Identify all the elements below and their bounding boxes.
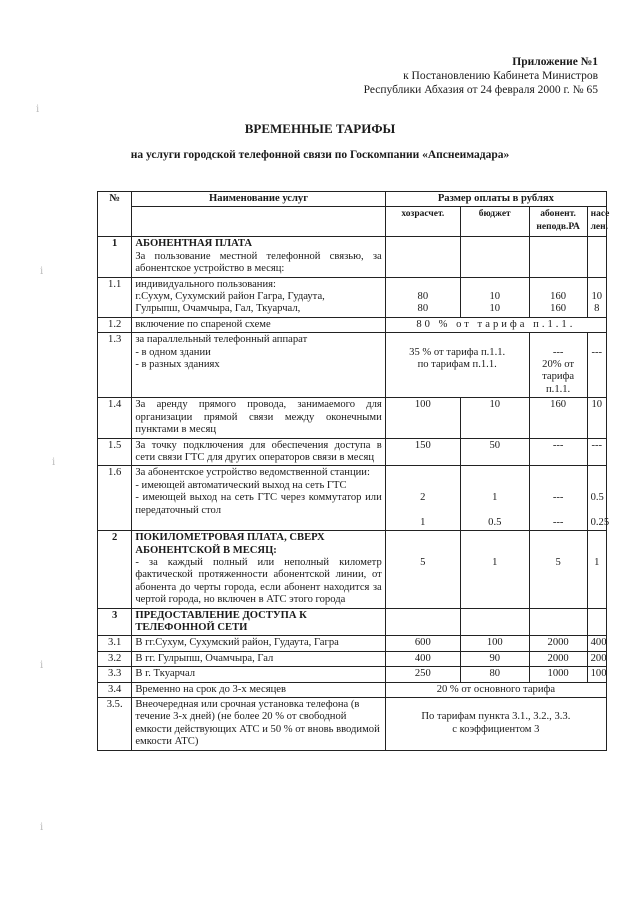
nonresident-value: 160	[529, 398, 587, 438]
empty-cell	[587, 608, 606, 636]
empty-cell	[132, 207, 385, 237]
budget-value: 90	[460, 651, 529, 666]
decree-date: Республики Абхазия от 24 февраля 2000 г. № 65	[363, 84, 598, 96]
row-number: 2	[98, 531, 132, 608]
nonresident-value: ---	[529, 438, 587, 466]
appendix-header	[364, 55, 598, 97]
row-description: ПРЕДОСТАВЛЕНИЕ ДОСТУПА К ТЕЛЕФОННОЙ СЕТИ	[132, 608, 385, 636]
col-budget-header: бюджет	[460, 207, 529, 237]
row-number: 1.1	[98, 277, 132, 317]
table-header-row	[98, 192, 607, 207]
nonresident-value: 5	[529, 531, 587, 608]
row-description: АБОНЕНТНАЯ ПЛАТА За пользование местной телефонной связью, за абонентское устройство в месяц:	[132, 237, 385, 277]
population-value: 200	[587, 651, 606, 666]
table-row	[98, 237, 607, 277]
row-description: Временно на срок до 3-х месяцев	[132, 682, 385, 697]
document-title: ВРЕМЕННЫЕ ТАРИФЫ	[244, 121, 396, 136]
selfsupport-budget-value: 35 % от тарифа п.1.1. по тарифам п.1.1.	[385, 333, 529, 398]
empty-cell	[385, 608, 460, 636]
row-number: 3.5.	[98, 698, 132, 751]
selfsupport-value: 600	[385, 636, 460, 651]
budget-value: 10	[460, 398, 529, 438]
decree-reference: к Постановлению Кабинета Министров	[403, 70, 598, 82]
table-row	[98, 317, 607, 332]
population-value: ---	[587, 438, 606, 466]
table-row	[98, 398, 607, 438]
merged-value: 20 % от основного тарифа	[385, 682, 606, 697]
table-row	[98, 667, 607, 682]
row-description: В гг. Гулрыпш, Очамчыра, Гал	[132, 651, 385, 666]
nonresident-value: 1000	[529, 667, 587, 682]
row-description: В гг.Сухум, Сухумский район, Гудаута, Гагра	[132, 636, 385, 651]
row-description: В г. Ткуарчал	[132, 667, 385, 682]
col-selfsupport-header: хозрасчет.	[385, 207, 460, 237]
row-description: Внеочередная или срочная установка телефона (в течение 3-х дней) (не более 20 % от свободной емкости действующих АТС и 50 % от вновь вводимой емкости АТС)	[132, 698, 385, 751]
nonresident-value: 160 160	[529, 277, 587, 317]
col-nonresident-header: абонент. неподв.РА	[529, 207, 587, 237]
population-value: 10 8	[587, 277, 606, 317]
population-value: 400	[587, 636, 606, 651]
col-service-header: Наименование услуг	[132, 192, 385, 207]
col-population-header: насе лен.	[587, 207, 606, 237]
selfsupport-value: 2 1	[385, 466, 460, 531]
budget-value: 1 0.5	[460, 466, 529, 531]
row-number: 3	[98, 608, 132, 636]
row-description: ПОКИЛОМЕТРОВАЯ ПЛАТА, СВЕРХ АБОНЕНТСКОЙ В МЕСЯЦ: - за каждый полный или неполный километр фактической протяженности абонентской линии, от абонента до черты города, если абонент находится за чертой города, но включен в АТС этого города	[132, 531, 385, 608]
appendix-label: Приложение №1	[512, 56, 598, 68]
table-row	[98, 466, 607, 531]
col-payment-header: Размер оплаты в рублях	[385, 192, 606, 207]
population-value: 0.5 0.25	[587, 466, 606, 531]
selfsupport-value: 80 80	[385, 277, 460, 317]
row-number: 3.2	[98, 651, 132, 666]
nonresident-value: 2000	[529, 651, 587, 666]
selfsupport-value: 400	[385, 651, 460, 666]
scan-artifact: ⅰ	[36, 104, 40, 115]
table-row	[98, 698, 607, 751]
scan-artifact: ⅰ	[40, 266, 44, 277]
table-row	[98, 277, 607, 317]
table-row	[98, 333, 607, 398]
selfsupport-value: 250	[385, 667, 460, 682]
row-description: включение по спареной схеме	[132, 317, 385, 332]
empty-cell	[460, 237, 529, 277]
merged-value: По тарифам пункта 3.1., 3.2., 3.3. с коэффициентом 3	[385, 698, 606, 751]
table-row	[98, 636, 607, 651]
row-description: За аренду прямого провода, занимаемого для организации прямой связи между оконечными пунктами в месяц	[132, 398, 385, 438]
row-description: За точку подключения для обеспечения доступа в сети связи ГТС для других операторов связи в месяц	[132, 438, 385, 466]
budget-value: 80	[460, 667, 529, 682]
budget-value: 1	[460, 531, 529, 608]
tariff-table	[97, 191, 610, 751]
row-number: 1.5	[98, 438, 132, 466]
col-number-header: №	[98, 192, 132, 237]
scan-artifact: ⅰ	[52, 457, 56, 468]
budget-value: 50	[460, 438, 529, 466]
population-value: 100	[587, 667, 606, 682]
selfsupport-value: 5	[385, 531, 460, 608]
row-number: 3.4	[98, 682, 132, 697]
row-number: 3.1	[98, 636, 132, 651]
row-description: индивидуального пользования: г.Сухум, Сухумский район Гагра, Гудаута, Гулрыпш, Очамчыра, Гал, Ткуарчал,	[132, 277, 385, 317]
budget-value: 10 10	[460, 277, 529, 317]
document-subtitle: на услуги городской телефонной связи по Госкомпании «Апснеимадара»	[130, 149, 510, 161]
empty-cell	[587, 237, 606, 277]
row-description: за параллельный телефонный аппарат - в одном здании - в разных зданиях	[132, 333, 385, 398]
row-number: 1.2	[98, 317, 132, 332]
table-subheader-row	[98, 207, 607, 237]
population-value: ---	[587, 333, 606, 398]
row-number: 1.6	[98, 466, 132, 531]
nonresident-value: --- ---	[529, 466, 587, 531]
row-number: 1.3	[98, 333, 132, 398]
nonresident-value: --- 20% от тарифа п.1.1.	[529, 333, 587, 398]
selfsupport-value: 100	[385, 398, 460, 438]
table-row	[98, 438, 607, 466]
merged-value: 80 % от тарифа п.1.1.	[385, 317, 606, 332]
row-number: 1.4	[98, 398, 132, 438]
empty-cell	[385, 237, 460, 277]
row-description: За абонентское устройство ведомственной станции: - имеющей автоматический выход на сеть ГТС - имеющей выход на сеть ГТС через коммутатор или передаточный стол	[132, 466, 385, 531]
population-value: 1	[587, 531, 606, 608]
empty-cell	[529, 237, 587, 277]
empty-cell	[460, 608, 529, 636]
table-row	[98, 682, 607, 697]
nonresident-value: 2000	[529, 636, 587, 651]
population-value: 10	[587, 398, 606, 438]
table-row	[98, 531, 607, 608]
row-number: 3.3	[98, 667, 132, 682]
table-row	[98, 651, 607, 666]
budget-value: 100	[460, 636, 529, 651]
empty-cell	[529, 608, 587, 636]
selfsupport-value: 150	[385, 438, 460, 466]
scan-artifact: ⅰ	[40, 822, 44, 833]
scan-artifact: ⅰ	[40, 660, 44, 671]
row-number: 1	[98, 237, 132, 277]
table-row	[98, 608, 607, 636]
